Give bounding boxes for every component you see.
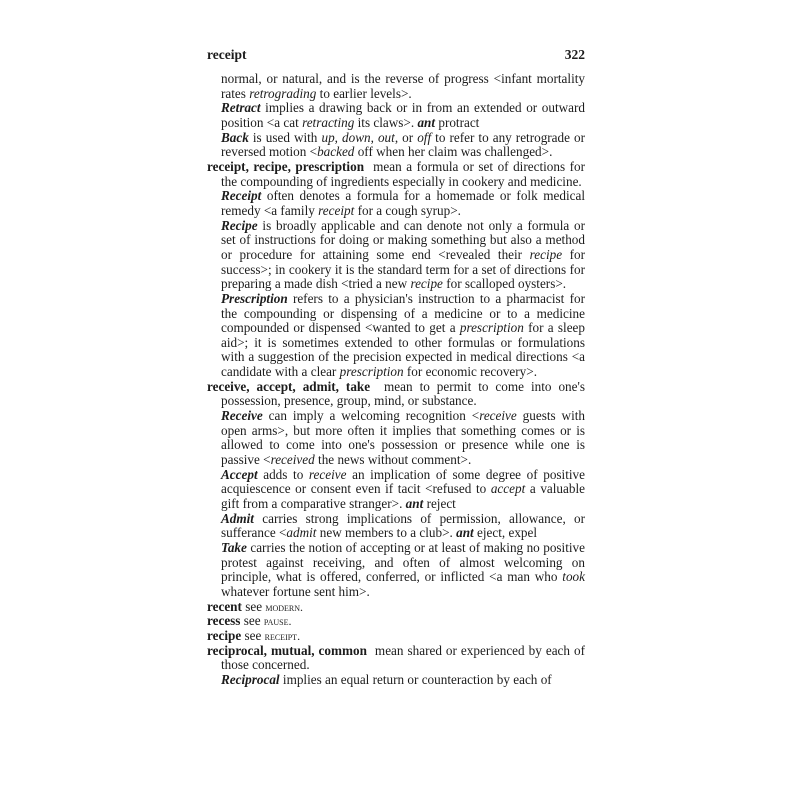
discrimination-paragraph (207, 189, 585, 218)
text: protract (435, 114, 480, 130)
dictionary-entry (207, 614, 585, 629)
text: for a sleep aid>; it is sometimes extended to other formulas or formulations with a suggestion of the precision expected in medical directions <a candidate with a clear (221, 320, 586, 380)
text: the news without comment>. (314, 452, 472, 468)
text: is used with (248, 129, 322, 145)
entry-head (207, 160, 585, 189)
definition: mean a formula or set of directions for the compounding of ingredients especially in cookery and medicine. (221, 158, 586, 189)
text: implies a drawing back or in from an extended or outward position <a cat (221, 100, 585, 130)
example-term: down (342, 129, 371, 145)
cross-reference: pause. (263, 614, 292, 629)
text: off when her claim was challenged>. (354, 144, 553, 160)
definition: mean to permit to come into one's possession, presence, group, mind, or substance. (221, 378, 585, 409)
dictionary-entry (207, 600, 585, 615)
text: whatever fortune sent him>. (221, 583, 370, 599)
text: adds to (257, 466, 309, 482)
guide-word: receipt (207, 47, 247, 62)
term: Reciprocal (221, 671, 280, 687)
dictionary-entry (207, 629, 585, 644)
text: for a cough syrup>. (354, 202, 461, 218)
text: normal, or natural, and is the reverse of progress <infant mortality rates (221, 71, 585, 101)
dictionary-entry (207, 644, 585, 688)
term: ant (405, 496, 424, 512)
text: for scalloped oysters>. (442, 276, 567, 292)
text: reject (423, 496, 456, 512)
text: , or (394, 129, 418, 145)
text: a valuable gift from a comparative stranger>. (221, 481, 585, 512)
page-number: 322 (564, 47, 585, 62)
example-term: out (377, 129, 395, 145)
entry-head (207, 600, 585, 615)
text: to earlier levels>. (316, 85, 412, 101)
entry-head (207, 614, 585, 629)
definition: mean shared or experienced by each of those concerned. (221, 642, 585, 673)
text: new members to a club>. (316, 525, 457, 541)
example-term: prescription (339, 364, 404, 380)
dictionary-entry (207, 160, 585, 380)
term: Accept (221, 466, 258, 482)
discrimination-paragraph (207, 512, 585, 541)
continuation-paragraph (207, 72, 585, 101)
headword: recent (207, 598, 242, 614)
example-term: up (321, 129, 335, 145)
discrimination-paragraph (207, 673, 585, 688)
text: carries the notion of accepting or at least of making no positive protest against receiving, and often of almost welcoming on principle, what is offered, conferred, or inflicted <a man who (221, 540, 585, 585)
dictionary-page (207, 48, 585, 688)
example-term: receive (479, 408, 517, 424)
headword: recess (207, 613, 241, 629)
text: carries strong implications of permission, allowance, or sufferance < (221, 510, 585, 541)
term: Back (221, 129, 249, 145)
headword: receive, accept, admit, take (207, 378, 371, 394)
example-term: receipt (318, 202, 355, 218)
entry-head (207, 380, 585, 409)
term: Recipe (221, 217, 258, 233)
text: its claws>. (354, 114, 418, 130)
text: is broadly applicable and can denote not only a formula or set of instructions for doing or making something but also a method or procedure for attaining some end <revealed their (221, 217, 585, 262)
term: ant (456, 525, 474, 541)
text: for economic recovery>. (403, 364, 537, 380)
text: to refer to any retrograde or reversed motion < (221, 129, 586, 160)
discrimination-paragraph (207, 468, 585, 512)
example-term: prescription (459, 320, 524, 336)
example-term: recipe (410, 276, 443, 292)
see-label: see (241, 627, 265, 643)
term: Receipt (221, 188, 262, 204)
discrimination-paragraph (207, 292, 585, 380)
text: implies an equal return or counteraction by each of (279, 671, 552, 687)
see-label: see (240, 613, 264, 629)
text: , (334, 129, 343, 145)
example-term: recipe (529, 246, 563, 262)
see-label: see (241, 598, 266, 614)
page-body (207, 72, 585, 688)
headword: reciprocal, mutual, common (207, 642, 367, 658)
text: can imply a welcoming recognition < (262, 408, 480, 424)
headword: recipe (207, 627, 242, 643)
term: Prescription (221, 290, 288, 306)
example-term: admit (286, 525, 317, 541)
term: Take (221, 540, 247, 555)
text: refers to a physician's instruction to a pharmacist for the compounding or dispensing of a medicine or to a medicine compounded or dispensed <wanted to get a (221, 290, 585, 336)
example-term: retracting (302, 114, 355, 130)
example-term: received (270, 452, 315, 468)
term: ant (417, 114, 436, 130)
discrimination-paragraph (207, 541, 585, 600)
example-term: backed (317, 144, 355, 160)
headword: receipt, recipe, prescription (207, 158, 365, 174)
page-header (207, 48, 585, 70)
example-term: off (417, 129, 432, 145)
example-term: took (562, 569, 585, 585)
discrimination-paragraph (207, 219, 585, 292)
text: guests with open arms>, but more often it implies that something comes or is allowed to come into one's possession or presence while one is passive < (221, 408, 585, 468)
discrimination-paragraph (207, 409, 585, 468)
entry-head (207, 629, 585, 644)
term: Admit (221, 510, 254, 526)
continuation-paragraph (207, 131, 585, 160)
text: eject, expel (473, 525, 538, 541)
text: , (370, 129, 378, 145)
example-term: retrograding (249, 85, 317, 101)
cross-reference: receipt. (264, 628, 301, 643)
continuation-paragraph (207, 101, 585, 130)
term: Retract (221, 100, 261, 116)
example-term: accept (490, 481, 526, 497)
dictionary-entry (207, 380, 585, 600)
text: for success>; in cookery it is the standard term for a set of directions for preparing a made dish <tried a new (221, 246, 585, 292)
text: often denotes a formula for a homemade or folk medical remedy <a family (221, 188, 585, 218)
example-term: receive (308, 466, 347, 482)
entry-head (207, 644, 585, 673)
text: an implication of some degree of positive acquiescence or consent even if tacit <refused to (221, 466, 585, 497)
term: Receive (221, 408, 263, 424)
cross-reference: modern. (265, 599, 304, 614)
